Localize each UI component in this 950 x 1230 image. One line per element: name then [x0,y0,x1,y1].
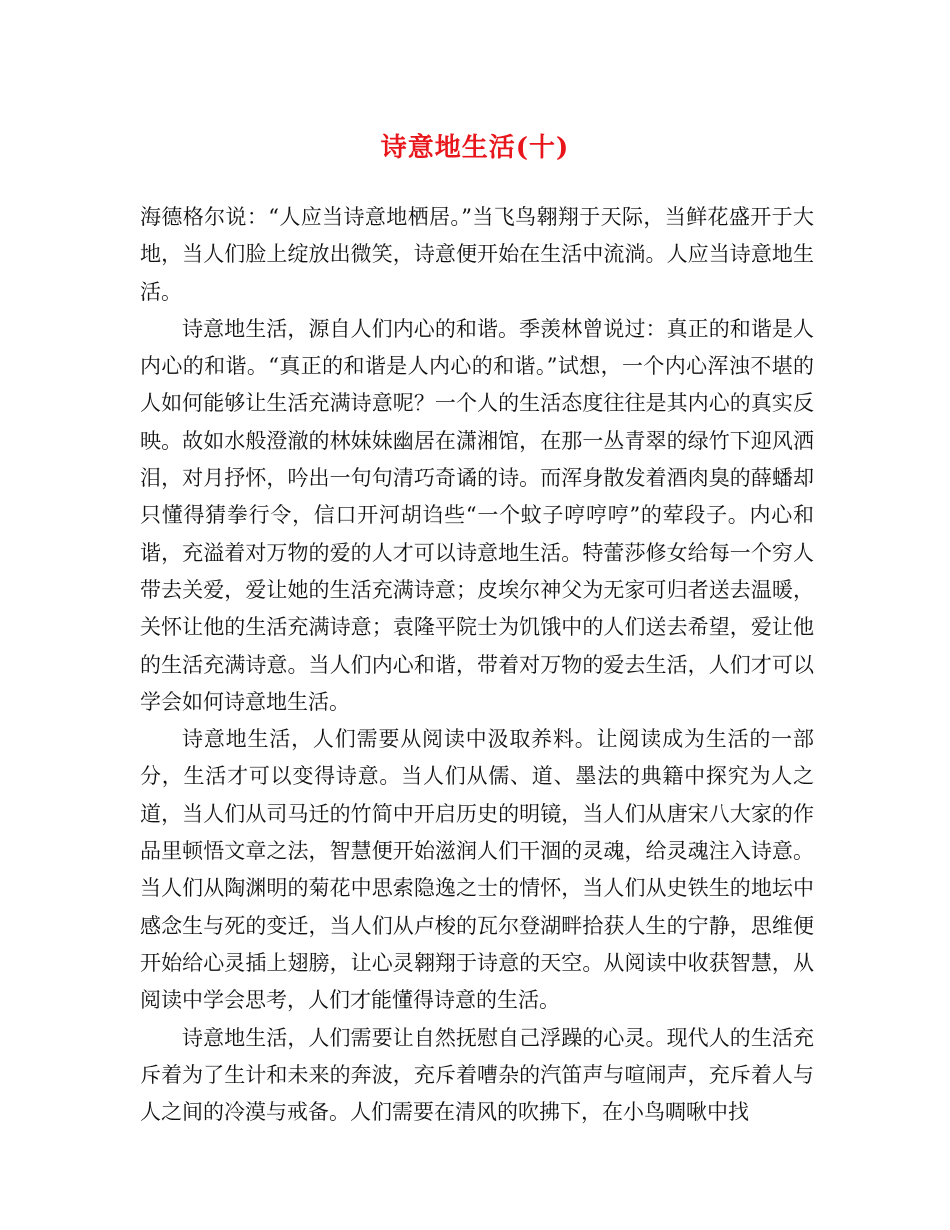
paragraph-1: 海德格尔说：“人应当诗意地栖居。”当飞鸟翱翔于天际，当鲜花盛开于大地，当人们脸上绽放出微笑，诗意便开始在生活中流淌。人应当诗意地生活。 [140,205,814,304]
document-title: 诗意地生活(十) [380,133,570,163]
paragraph-3: 诗意地生活，人们需要从阅读中汲取养料。让阅读成为生活的一部分，生活才可以变得诗意。当人们从儒、道、墨法的典籍中探究为人之道，当人们从司马迁的竹简中开启历史的明镜，当人们从唐宋八大家的作品里顿悟文章之法，智慧便开始滋润人们干涸的灵魂，给灵魂注入诗意。当人们从陶渊明的菊花中思索隐逸之士的情怀，当人们从史铁生的地坛中感念生与死的变迁，当人们从卢梭的瓦尔登湖畔拾获人生的宁静，思维便开始给心灵插上翅膀，让心灵翱翔于诗意的天空。从阅读中收获智慧，从阅读中学会思考，人们才能懂得诗意的生活。 [140,727,814,1013]
paragraph-2: 诗意地生活，源自人们内心的和谐。季羡林曾说过：真正的和谐是人内心的和谐。“真正的和谐是人内心的和谐。”试想，一个内心浑浊不堪的人如何能够让生活充满诗意呢？一个人的生活态度往往是其内心的真实反映。故如水般澄澈的林妹妹幽居在潇湘馆，在那一丛青翠的绿竹下迎风洒泪，对月抒怀，吟出一句句清巧奇谲的诗。而浑身散发着酒肉臭的薛蟠却只懂得猜拳行令，信口开河胡诌些“一个蚊子哼哼哼”的荤段子。内心和谐，充溢着对万物的爱的人才可以诗意地生活。特蕾莎修女给每一个穷人带去关爱，爱让她的生活充满诗意；皮埃尔神父为无家可归者送去温暖，关怀让他的生活充满诗意；袁隆平院士为饥饿中的人们送去希望，爱让他的生活充满诗意。当人们内心和谐，带着对万物的爱去生活，人们才可以学会如何诗意地生活。 [140,316,814,714]
document-body [140,199,814,1131]
paragraph-4: 诗意地生活，人们需要让自然抚慰自己浮躁的心灵。现代人的生活充斥着为了生计和未来的奔波，充斥着嘈杂的汽笛声与喧闹声，充斥着人与人之间的冷漠与戒备。人们需要在清风的吹拂下，在小鸟啁啾中找 [140,1025,814,1125]
